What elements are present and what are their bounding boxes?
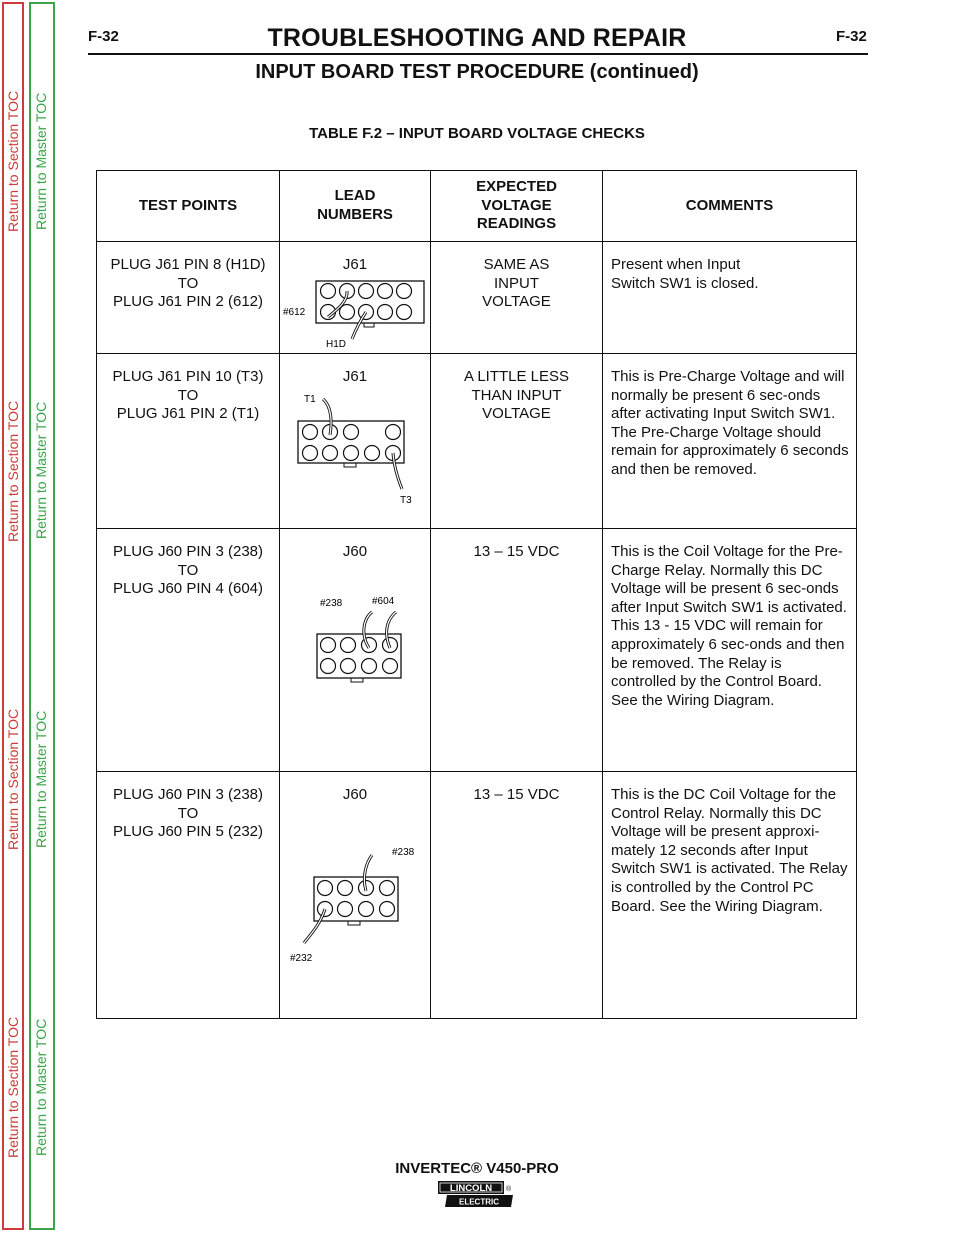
table-row [97, 529, 857, 772]
test-point-from: PLUG J61 PIN 10 (T3) [112, 368, 264, 385]
lead-numbers-cell [280, 242, 431, 354]
test-point-from: PLUG J60 PIN 3 (238) [112, 786, 264, 803]
expected-voltage-line: INPUT [494, 274, 539, 292]
wire-label: T1 [304, 393, 316, 405]
expected-voltage-cell [431, 242, 603, 354]
test-point-to-word: TO [177, 386, 199, 404]
connector-j61-diagram [280, 275, 430, 349]
logo-text-bottom: ELECTRIC [459, 1197, 499, 1207]
product-name: INVERTEC® V450-PRO [395, 1160, 559, 1177]
table-caption: TABLE F.2 – INPUT BOARD VOLTAGE CHECKS [309, 125, 645, 142]
header-expected-line: VOLTAGE [481, 196, 552, 214]
connector-j61-diagram [280, 387, 430, 507]
wire-label: #238 [320, 597, 343, 609]
header-expected-line: EXPECTED [476, 178, 557, 196]
header-lead-line: NUMBERS [317, 206, 393, 223]
comment-cell: Present when Input Switch SW1 is closed. [603, 242, 857, 354]
test-point-to-word: TO [177, 804, 199, 822]
table-row [97, 772, 857, 1019]
test-point-from: PLUG J60 PIN 3 (238) [112, 543, 264, 560]
header-rule [88, 53, 868, 55]
page-number-left: F-32 [88, 28, 119, 45]
connector-label: J60 [342, 786, 368, 803]
test-points-cell [97, 242, 280, 354]
voltage-checks-table [96, 170, 857, 1019]
test-point-to: PLUG J61 PIN 2 (T1) [116, 405, 260, 423]
page-subtitle: INPUT BOARD TEST PROCEDURE (continued) [255, 61, 699, 83]
comment-cell: This is the Coil Voltage for the Pre-Charge Relay. Normally this DC Voltage will be present 6 sec-onds after Input Switch SW1 is activated. This 13 - 15 VDC will remain for approximately 6 sec-onds and then be removed. The Relay is controlled by the Control Board. See the Wiring Diagram. [603, 529, 857, 772]
lincoln-electric-logo [437, 1180, 515, 1208]
expected-voltage-line: A LITTLE LESS [463, 368, 570, 385]
wire-label: #238 [392, 846, 415, 858]
comment-cell: This is the DC Coil Voltage for the Control Relay. Normally this DC Voltage will be present approxi-mately 12 seconds after Input Switch SW1 is activated. The Relay is controlled by the Control PC Board. See the Wiring Diagram. [603, 772, 857, 1019]
expected-voltage-cell [431, 529, 603, 772]
test-points-cell [97, 529, 280, 772]
return-to-master-toc-link[interactable]: Return to Master TOC [33, 92, 49, 230]
test-points-cell [97, 354, 280, 529]
header-expected-voltage [431, 171, 603, 242]
connector-label: J61 [342, 368, 368, 385]
connector-label: J61 [342, 256, 368, 273]
return-to-master-toc-link[interactable]: Return to Master TOC [33, 401, 49, 539]
expected-voltage-line: VOLTAGE [482, 405, 551, 423]
test-points-cell [97, 772, 280, 1019]
lead-numbers-cell [280, 354, 431, 529]
return-to-section-toc-link[interactable]: Return to Section TOC [5, 400, 21, 542]
wire-label: T3 [400, 494, 412, 506]
return-to-master-toc-link[interactable]: Return to Master TOC [33, 1018, 49, 1156]
expected-voltage-line: VOLTAGE [482, 293, 551, 311]
wire-label: #612 [283, 306, 306, 318]
lead-numbers-cell [280, 529, 431, 772]
wire-label: #232 [290, 952, 313, 964]
connector-label: J60 [342, 543, 368, 560]
table-row [97, 354, 857, 529]
wire-label: H1D [326, 338, 347, 349]
table-header-row [97, 171, 857, 242]
header-comments: COMMENTS [603, 171, 857, 242]
expected-voltage-line: THAN INPUT [471, 386, 562, 404]
test-point-from: PLUG J61 PIN 8 (H1D) [110, 256, 266, 273]
return-to-section-toc-link[interactable]: Return to Section TOC [5, 708, 21, 850]
return-to-master-toc-link[interactable]: Return to Master TOC [33, 710, 49, 848]
page-title: TROUBLESHOOTING AND REPAIR [267, 24, 687, 52]
expected-voltage-line: 13 – 15 VDC [473, 786, 560, 803]
comment-cell: This is Pre-Charge Voltage and will normally be present 6 sec-onds after activating Input Switch SW1. The Pre-Charge Voltage should remain for approximately 6 seconds and then be removed. [603, 354, 857, 529]
expected-voltage-line: 13 – 15 VDC [473, 543, 560, 560]
lead-numbers-cell [280, 772, 431, 1019]
test-point-to: PLUG J60 PIN 5 (232) [112, 823, 264, 841]
header-expected-line: READINGS [476, 215, 557, 233]
test-point-to: PLUG J60 PIN 4 (604) [112, 580, 264, 598]
connector-j60-diagram [280, 839, 430, 969]
expected-voltage-line: SAME AS [483, 256, 550, 273]
header-lead-line: LEAD [334, 187, 376, 205]
expected-voltage-cell [431, 354, 603, 529]
header-lead-numbers [280, 171, 431, 242]
test-point-to: PLUG J61 PIN 2 (612) [112, 293, 264, 311]
wire-label: #604 [372, 595, 395, 607]
test-point-to-word: TO [177, 561, 199, 579]
return-to-section-toc-link[interactable]: Return to Section TOC [5, 90, 21, 232]
return-to-section-toc-link[interactable]: Return to Section TOC [5, 1016, 21, 1158]
logo-text-top: LINCOLN [449, 1183, 493, 1194]
test-point-to-word: TO [177, 274, 199, 292]
table-row [97, 242, 857, 354]
page-number-right: F-32 [836, 28, 867, 45]
connector-j60-diagram [280, 584, 430, 704]
registered-mark: ® [506, 1186, 512, 1193]
header-test-points: TEST POINTS [97, 171, 280, 242]
expected-voltage-cell [431, 772, 603, 1019]
